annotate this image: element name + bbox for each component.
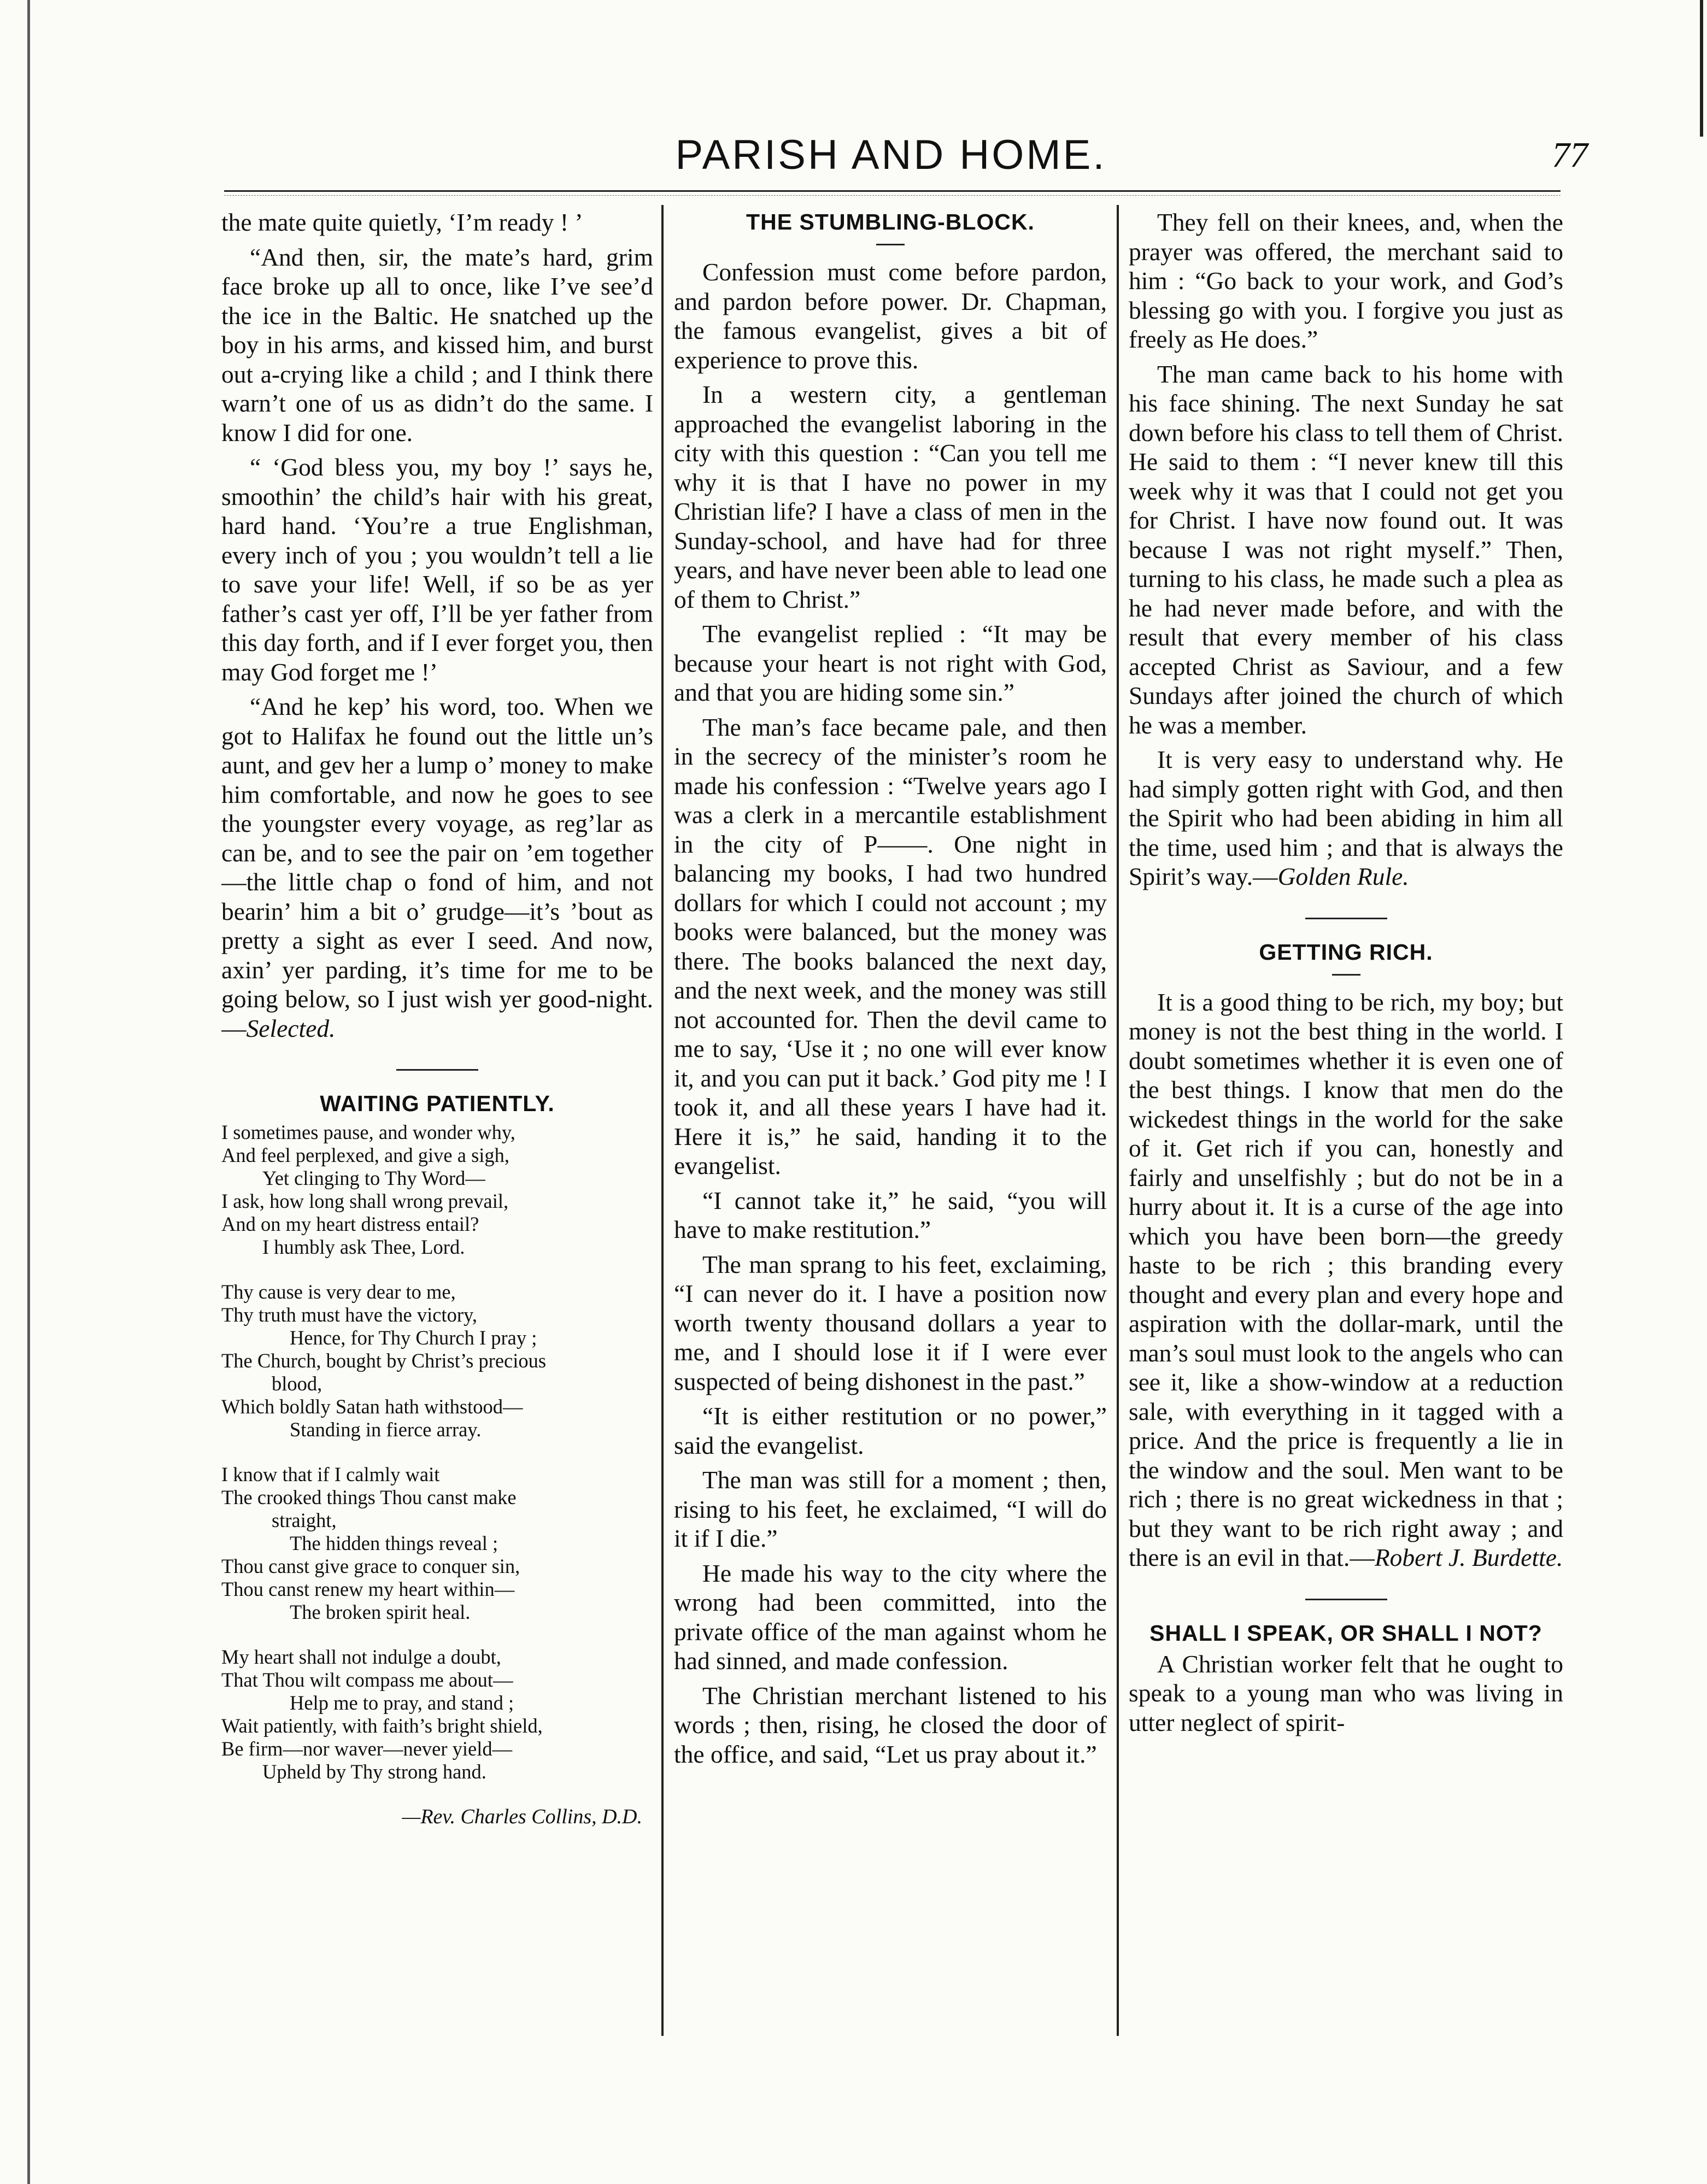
article-paragraph: The man sprang to his feet, exclaiming, “I can never do it. I have a position now worth twenty thousand dollars a year to me, and I should lose it if I were ever suspected of being dishonest in the past.” xyxy=(674,1250,1107,1395)
column-divider-2 xyxy=(1117,205,1119,2036)
article-paragraph: The man was still for a moment ; then, rising to his feet, he exclaimed, “I will do it if I die.” xyxy=(674,1466,1107,1552)
poem-line: My heart shall not indulge a doubt, xyxy=(221,1646,501,1668)
poem-line: Standing in fierce array. xyxy=(290,1418,482,1441)
article-paragraph: A Christian worker felt that he ought to speak to a young man who was living in utter neglect of spirit- xyxy=(1129,1649,1563,1736)
article-paragraph: The man came back to his home with his face shining. The next Sunday he sat down before his class to tell them of Christ. He said to them : “I never knew till this week why it was that I could not get you for Christ. I have now found out. It was because I was not right myself.” Then, turning to his class, he made such a plea as he had never made before, and with the result that every member of his class accepted Christ as Saviour, and a few Sundays after joined the church of which he was a member. xyxy=(1129,360,1563,739)
column-2 xyxy=(674,208,1107,2028)
article-paragraph: Confession must come before pardon, and pardon before power. Dr. Chapman, the famous evangelist, gives a bit of experience to prove this. xyxy=(674,258,1107,374)
source-credit: Selected. xyxy=(246,1014,336,1042)
article-paragraph-last xyxy=(221,692,653,1043)
poem-attribution: —Rev. Charles Collins, D.D. xyxy=(402,1805,642,1828)
column-3 xyxy=(1129,208,1563,2028)
section-separator xyxy=(396,1069,478,1071)
page-number: 77 xyxy=(1552,135,1588,175)
article-paragraph: “I cannot take it,” he said, “you will have to make restitution.” xyxy=(674,1186,1107,1243)
title-dash xyxy=(876,244,905,245)
article-paragraph xyxy=(1129,988,1563,1572)
article-paragraph-text: It is very easy to understand why. He had simply gotten right with God, and then the Spirit who had been abiding in him all the time, used him ; and that is always the Spirit’s way.— xyxy=(1129,745,1563,890)
poem-line: Wait patiently, with faith’s bright shield, xyxy=(221,1715,543,1737)
page-header xyxy=(208,131,1588,191)
poem-line: Help me to pray, and stand ; xyxy=(290,1692,514,1714)
poem-stanza-2 xyxy=(221,1281,653,1441)
poem-line: straight, xyxy=(272,1509,337,1531)
poem-line: Be firm—nor waver—never yield— xyxy=(221,1737,513,1760)
article-paragraph: The evangelist replied : “It may be because your heart is not right with God, and that you are hiding some sin.” xyxy=(674,620,1107,706)
column-1 xyxy=(221,208,653,2028)
article-paragraph: “And then, sir, the mate’s hard, grim face broke up all to once, like I’ve see’d the ice in the Baltic. He snatched up the boy in his arms, and kissed him, and burst out a-crying like a child ; and I think there warn’t one of us as didn’t do the same. I know I did for one. xyxy=(221,243,653,447)
poem-line: Thy truth must have the victory, xyxy=(221,1304,477,1326)
poem-line: Upheld by Thy strong hand. xyxy=(262,1760,486,1783)
poem-line: Thou canst renew my heart within— xyxy=(221,1578,515,1600)
masthead-title: PARISH AND HOME. xyxy=(675,132,1107,178)
article-paragraph: The man’s face became pale, and then in the secrecy of the minister’s room he made his confession : “Twelve years ago I was a clerk in a mercantile establishment in the city of P——. One night in balancing my books, I had two hundred dollars for which I could not account ; my books were balanced, but the money was there. The books balanced the next day, and the next week, and the money was still not accounted for. Then the devil came to me to say, ‘Use it ; no one will ever know it, and you can put it back.’ God pity me ! I took it, and all these years I have had it. Here it is,” he said, handing it to the evangelist. xyxy=(674,713,1107,1179)
article-paragraph: In a western city, a gentleman approached the evangelist laboring in the city with this question : “Can you tell me why it is that I have no power in my Christian life? I have a class of men in the Sunday-school, and have had for three years, and have never been able to lead one of them to Christ.” xyxy=(674,380,1107,613)
article-paragraph-last xyxy=(1129,745,1563,891)
poem-line: I ask, how long shall wrong prevail, xyxy=(221,1190,509,1212)
source-credit: Golden Rule. xyxy=(1277,862,1409,890)
article-paragraph: He made his way to the city where the wrong had been committed, into the private office of the man against whom he had sinned, and made confession. xyxy=(674,1559,1107,1675)
article-title: SHALL I SPEAK, OR SHALL I NOT? xyxy=(1149,1620,1542,1646)
article-title: THE STUMBLING-BLOCK. xyxy=(746,209,1035,234)
title-dash xyxy=(1332,974,1360,976)
poem-line: And on my heart distress entail? xyxy=(221,1213,479,1235)
left-margin-scan-line xyxy=(27,0,30,2184)
poem-line: Thou canst give grace to conquer sin, xyxy=(221,1555,520,1577)
article-paragraph: The Christian merchant listened to his words ; then, rising, he closed the door of the office, and said, “Let us pray about it.” xyxy=(674,1681,1107,1768)
article-title: GETTING RICH. xyxy=(1259,939,1433,965)
right-margin-scan-line xyxy=(1700,0,1703,137)
poem-line: The crooked things Thou canst make xyxy=(221,1486,517,1508)
poem-line: The hidden things reveal ; xyxy=(290,1532,498,1554)
article-paragraph: “It is either restitution or no power,” said the evangelist. xyxy=(674,1402,1107,1459)
article-paragraph: They fell on their knees, and, when the prayer was offered, the merchant said to him : “Go back to your work, and God’s blessing go with you. I forgive you just as freely as He does.” xyxy=(1129,208,1563,353)
poem-stanza-1 xyxy=(221,1121,653,1259)
poem-line: Which boldly Satan hath withstood— xyxy=(221,1395,523,1418)
poem-stanza-3 xyxy=(221,1463,653,1624)
column-divider-1 xyxy=(661,205,664,2036)
poem-line: I sometimes pause, and wonder why, xyxy=(221,1121,515,1143)
poem xyxy=(221,1121,653,1828)
poem-line: Hence, for Thy Church I pray ; xyxy=(290,1326,537,1349)
poem-line: I humbly ask Thee, Lord. xyxy=(262,1236,465,1258)
poem-line: blood, xyxy=(272,1372,322,1395)
poem-line: That Thou wilt compass me about— xyxy=(221,1669,513,1691)
header-rule xyxy=(224,190,1561,196)
section-separator xyxy=(1305,918,1387,919)
source-credit: Robert J. Burdette. xyxy=(1374,1543,1563,1571)
article-paragraph: “ ‘God bless you, my boy !’ says he, smoothin’ the child’s hair with his great, hard hand. ‘You’re a true Englishman, every inch of you ; you wouldn’t tell a lie to save your life! Well, if so be as yer father’s cast yer off, I’ll be yer father from this day forth, and if I ever forget you, then may God forget me !’ xyxy=(221,453,653,686)
poem-title: WAITING PATIENTLY. xyxy=(320,1091,555,1116)
section-separator xyxy=(1305,1599,1387,1600)
poem-line: Thy cause is very dear to me, xyxy=(221,1281,456,1303)
article-paragraph-text: It is a good thing to be rich, my boy; but money is not the best thing in the world. I doubt sometimes whether it is even one of the best things. I know that men do the wickedest things in the world for the sake of it. Get rich if you can, honestly and fairly and unselfishly ; but do not be in a hurry about it. It is a curse of the age into which you have been born—the greedy haste to be rich ; this branding every thought and every plan and every hope and aspiration with the dollar-mark, until the man’s soul must look to the angels who can see it, like a show-window at a reduction sale, with everything in it tagged with a price. And the price is frequently a lie in the window and the soul. Men want to be rich ; there is no great wickedness in that ; but they want to be rich right away ; and there is an evil in that.— xyxy=(1129,988,1563,1571)
poem-line: I know that if I calmly wait xyxy=(221,1463,440,1486)
article-paragraph-text: “And he kep’ his word, too. When we got to Halifax he found out the little un’s aunt, and gev her a lump o’ money to make him comfortable, and now he goes to see the youngster every voyage, as reg’lar as can be, and to see the pair on ’em together—the little chap o fond of him, and not bearin’ him a bit o’ grudge—it’s ’bout as pretty a sight as ever I seed. And now, axin’ yer parding, it’s time for me to be going below, so I just wish yer good-night.— xyxy=(221,692,653,1042)
poem-line: The broken spirit heal. xyxy=(290,1601,471,1623)
article-paragraph: the mate quite quietly, ‘I’m ready ! ’ xyxy=(221,208,583,236)
poem-stanza-4 xyxy=(221,1646,653,1783)
poem-line: And feel perplexed, and give a sigh, xyxy=(221,1144,510,1166)
poem-line: The Church, bought by Christ’s precious xyxy=(221,1349,547,1372)
poem-line: Yet clinging to Thy Word— xyxy=(262,1167,485,1189)
